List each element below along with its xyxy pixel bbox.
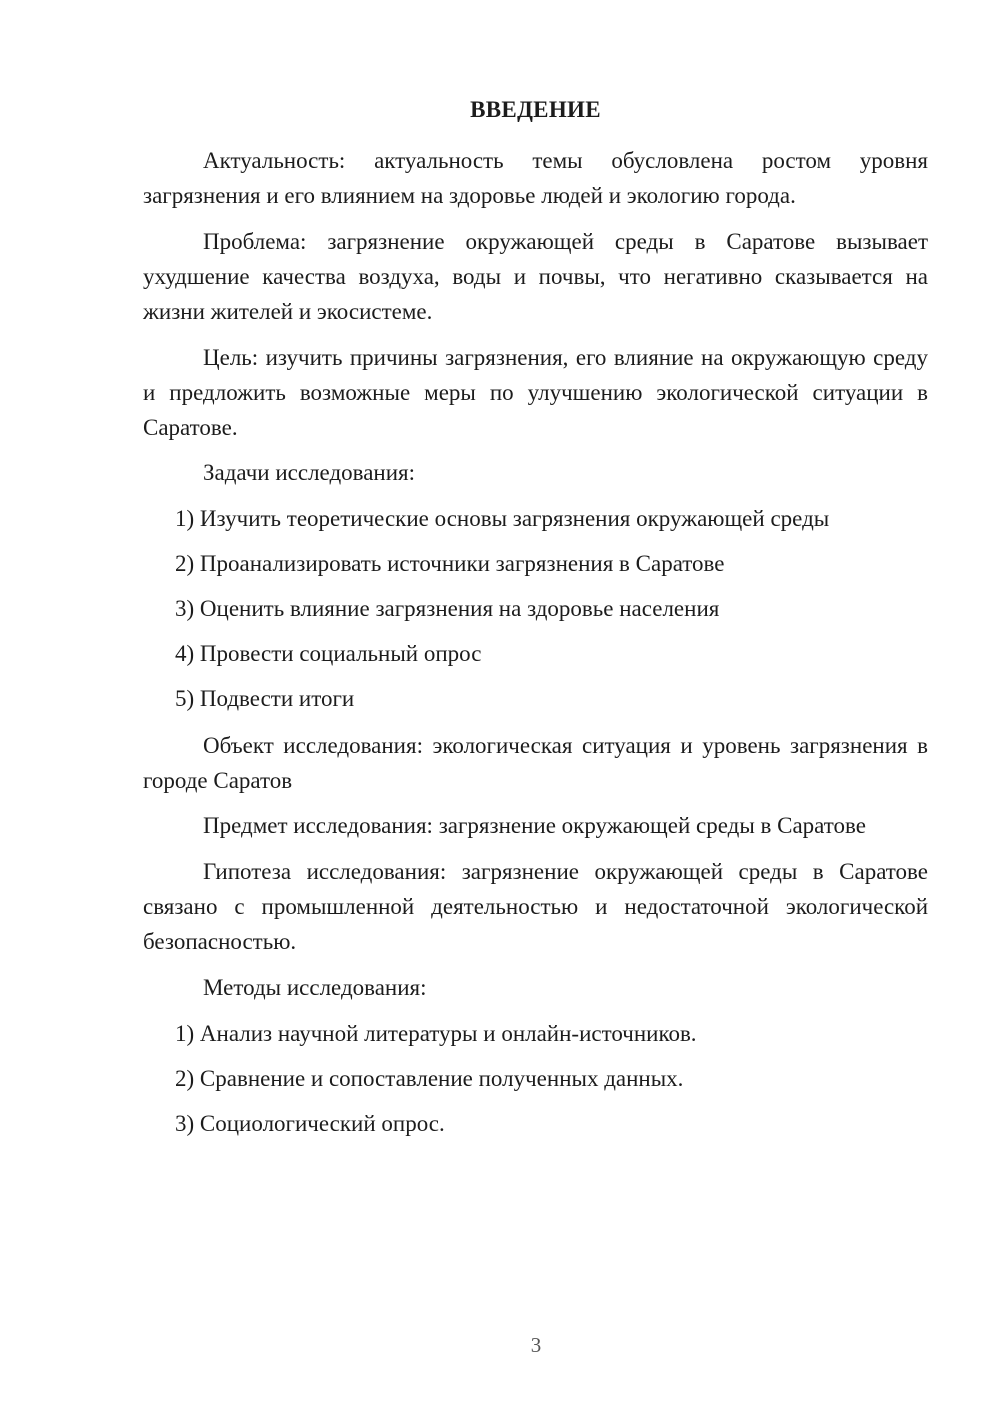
tasks-heading: Задачи исследования: [203,460,416,485]
task-item: 1) Изучить теоретические основы загрязнения окружающей среды [175,506,830,531]
goal-paragraph: Цель: изучить причины загрязнения, его влияние на окружающую среду и предложить возможные меры по улучшению экологической ситуации в Саратове. [143,345,928,440]
relevance-paragraph: Актуальность: актуальность темы обусловлена ростом уровня загрязнения и его влиянием на здоровье людей и экологию города. [143,148,928,208]
task-item: 2) Проанализировать источники загрязнения в Саратове [175,551,725,576]
method-item: 3) Социологический опрос. [175,1111,445,1136]
object-paragraph: Объект исследования: экологическая ситуация и уровень загрязнения в городе Саратов [143,733,928,793]
hypothesis-paragraph: Гипотеза исследования: загрязнение окружающей среды в Саратове связано с промышленной деятельностью и недостаточной экологической безопасностью. [143,859,928,954]
subject-paragraph: Предмет исследования: загрязнение окружающей среды в Саратове [203,813,866,838]
page-title: ВВЕДЕНИЕ [470,97,601,122]
task-item: 5) Подвести итоги [175,686,355,711]
method-item: 2) Сравнение и сопоставление полученных данных. [175,1066,684,1091]
task-item: 4) Провести социальный опрос [175,641,482,666]
page-number: 3 [530,1333,542,1357]
problem-paragraph: Проблема: загрязнение окружающей среды в Саратове вызывает ухудшение качества воздуха, воды и почвы, что негативно сказывается на жизни жителей и экосистеме. [143,229,928,324]
method-item: 1) Анализ научной литературы и онлайн-источников. [175,1021,697,1046]
task-item: 3) Оценить влияние загрязнения на здоровье населения [175,596,720,621]
methods-heading: Методы исследования: [203,975,427,1000]
